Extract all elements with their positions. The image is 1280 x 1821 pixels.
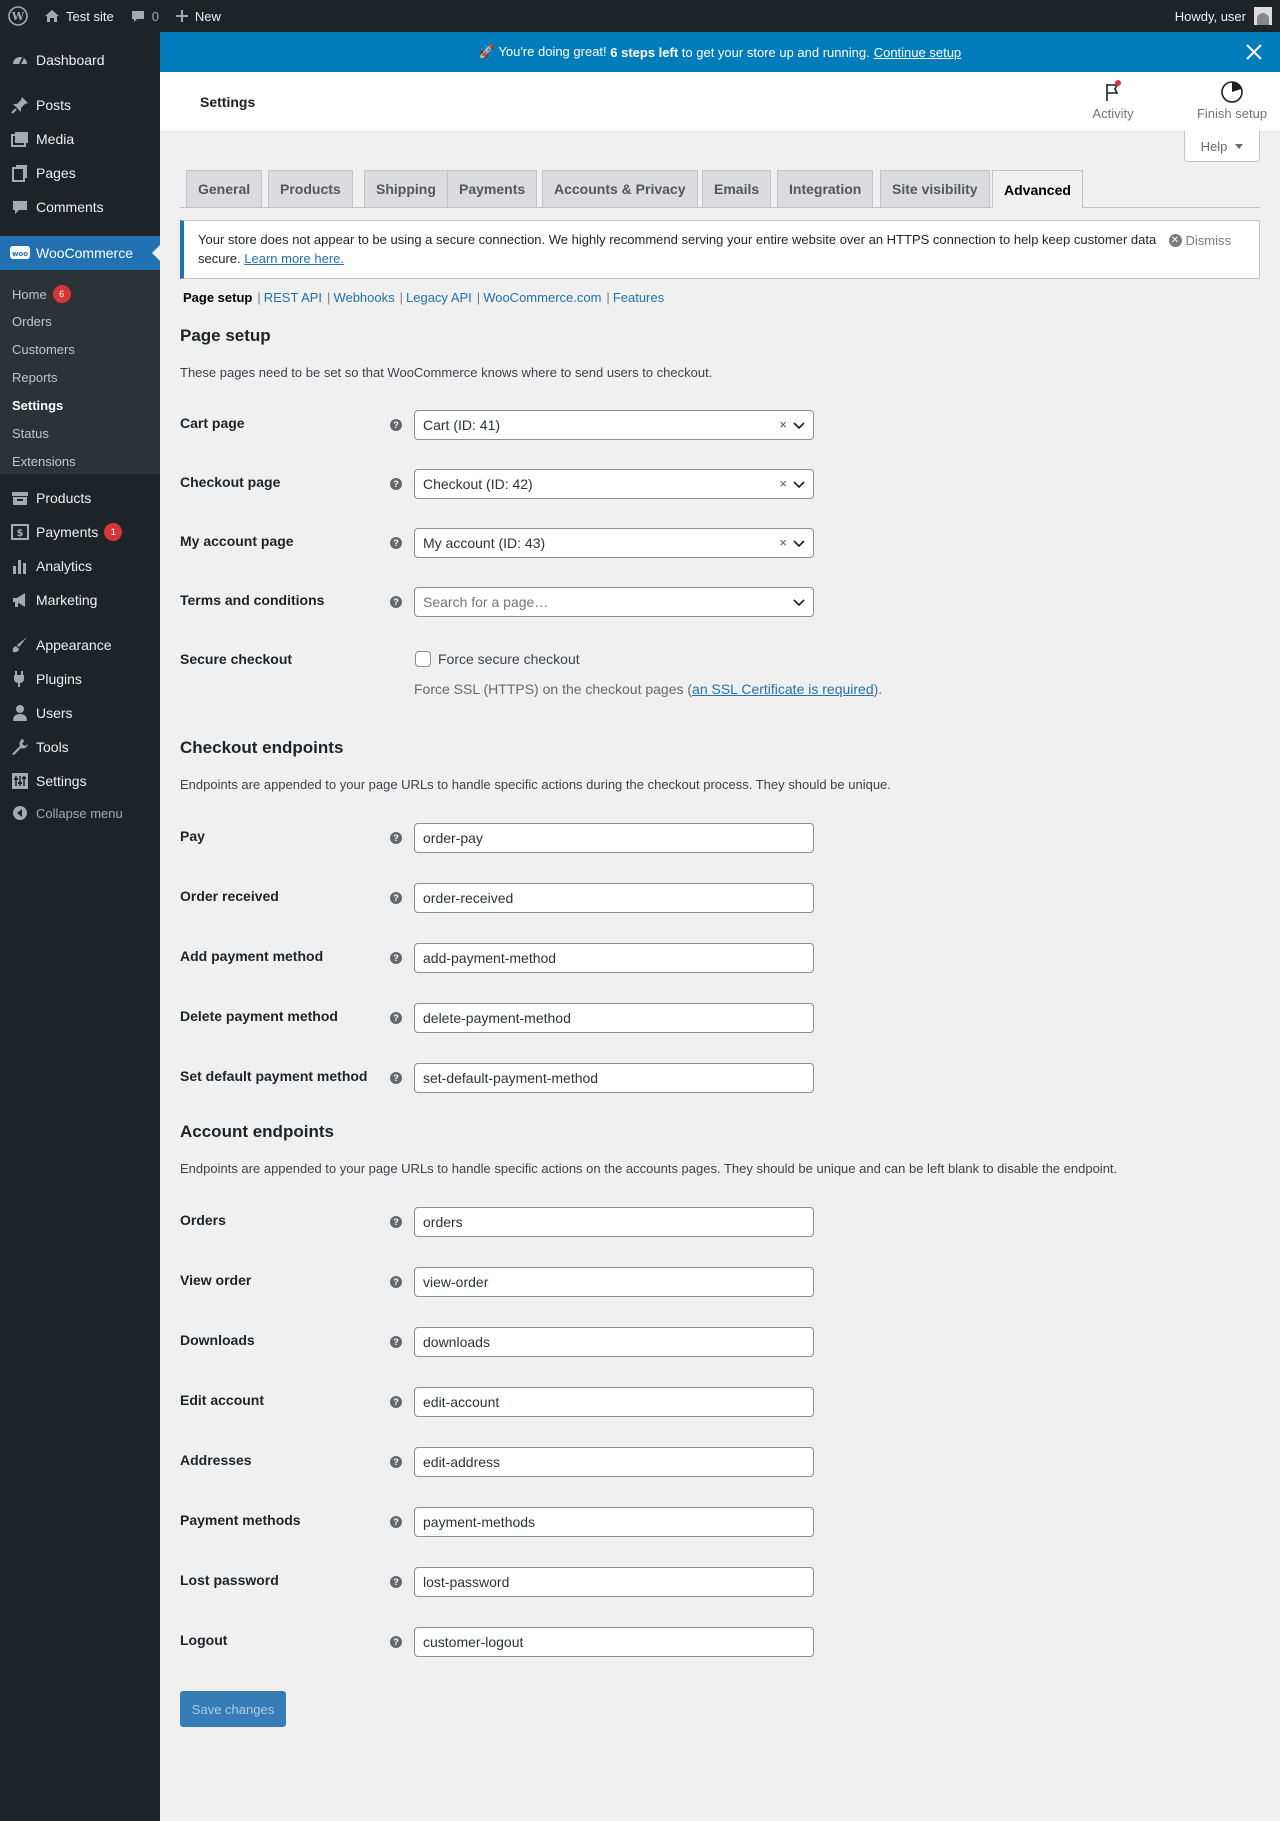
sidebar-item-label: Tools <box>36 739 69 755</box>
submenu-item-label: Settings <box>12 398 64 413</box>
new-content-button[interactable] <box>167 0 229 32</box>
orders-label: Orders <box>180 1212 226 1228</box>
user-icon <box>10 703 30 723</box>
terms-placeholder: Search for a page… <box>423 594 549 610</box>
pay-input[interactable] <box>414 823 814 853</box>
checkout-endpoints-description: Endpoints are appended to your page URLs to handle specific actions during the checkout process. They should be unique. <box>180 777 891 792</box>
banner-suffix: to get your store up and running. <box>678 44 870 60</box>
howdy-text: Howdy, user <box>1174 8 1246 24</box>
submenu-item-label: Extensions <box>12 454 76 469</box>
cart-page-value: Cart (ID: 41) <box>423 417 501 433</box>
payments-badge: 1 <box>104 523 122 541</box>
sidebar-item-label: Payments <box>36 524 99 540</box>
new-label: New <box>194 8 221 24</box>
banner-steps-left: 6 steps left <box>610 44 679 60</box>
ssl-suffix: ). <box>873 681 883 697</box>
comments-count: 0 <box>151 8 159 24</box>
pages-icon <box>10 163 30 183</box>
activity-button[interactable] <box>1073 80 1153 121</box>
ssl-certificate-link[interactable]: an SSL Certificate is required <box>692 681 874 697</box>
help-tip-icon[interactable]: ? <box>390 892 402 904</box>
comment-icon <box>130 8 146 24</box>
help-tip-icon[interactable]: ? <box>390 419 402 431</box>
tab-accounts-privacy[interactable]: Accounts & Privacy <box>542 170 698 207</box>
sidebar-item-pages[interactable] <box>0 156 160 190</box>
help-tip-icon[interactable]: ? <box>390 596 402 608</box>
finish-setup-button[interactable] <box>1192 80 1272 121</box>
woocommerce-submenu <box>0 270 160 474</box>
submenu-item-label: Status <box>12 426 49 441</box>
settings-icon <box>10 771 30 791</box>
tab-payments[interactable]: Payments <box>447 170 537 207</box>
sidebar-item-label: Dashboard <box>36 52 105 68</box>
svg-text:W: W <box>11 10 25 23</box>
submenu-item-home[interactable] <box>12 285 71 303</box>
cart-page-label: Cart page <box>180 415 245 431</box>
order-received-input[interactable] <box>414 883 814 913</box>
collapse-label: Collapse menu <box>36 805 123 821</box>
subnav-woocommerce-com[interactable]: WooCommerce.com <box>483 290 602 305</box>
secure-checkout-label: Secure checkout <box>180 651 293 667</box>
clear-icon[interactable]: × <box>779 417 787 432</box>
payment-methods-value: payment-methods <box>423 1514 536 1530</box>
subnav-webhooks[interactable]: Webhooks <box>333 290 395 305</box>
delete-payment-method-input[interactable] <box>414 1003 814 1033</box>
chevron-down-icon <box>793 478 805 490</box>
help-tip-icon[interactable]: ? <box>390 1576 402 1588</box>
help-tip-icon[interactable]: ? <box>390 1216 402 1228</box>
wordpress-logo-button[interactable] <box>0 0 36 32</box>
downloads-input[interactable] <box>414 1327 814 1357</box>
help-tip-icon[interactable]: ? <box>390 478 402 490</box>
sidebar-item-dashboard[interactable] <box>0 43 160 77</box>
force-secure-checkbox[interactable] <box>415 651 431 667</box>
tab-general[interactable]: General <box>186 170 262 207</box>
wrench-icon <box>10 737 30 757</box>
sidebar-item-label: Settings <box>36 773 87 789</box>
my-account-page-select[interactable] <box>414 528 814 558</box>
sidebar-item-label: Plugins <box>36 671 82 687</box>
tab-emails[interactable]: Emails <box>702 170 771 207</box>
page-setup-heading: Page setup <box>180 326 271 345</box>
help-tip-icon[interactable]: ? <box>390 1636 402 1648</box>
chevron-down-icon <box>793 419 805 431</box>
help-tip-icon[interactable]: ? <box>390 1336 402 1348</box>
subnav-separator: | <box>399 290 404 305</box>
terms-page-select[interactable] <box>414 587 814 617</box>
ssl-prefix: Force SSL (HTTPS) on the checkout pages ( <box>414 681 693 697</box>
addresses-value: edit-address <box>423 1454 501 1470</box>
sidebar-item-label: Posts <box>36 97 72 113</box>
submenu-item-orders[interactable] <box>12 314 52 329</box>
sidebar-item-label: Analytics <box>36 558 93 574</box>
my-account-menu[interactable] <box>1167 0 1280 32</box>
edit-account-value: edit-account <box>423 1394 500 1410</box>
comment-icon <box>10 197 30 217</box>
brush-icon <box>10 635 30 655</box>
add-payment-method-label: Add payment method <box>180 948 324 964</box>
help-tip-icon[interactable]: ? <box>390 1276 402 1288</box>
continue-setup-link[interactable]: Continue setup <box>873 44 962 60</box>
dismiss-label: Dismiss <box>1185 233 1231 248</box>
collapse-icon <box>10 803 30 823</box>
sidebar-item-label: Comments <box>36 199 104 215</box>
page-title: Settings <box>200 94 256 110</box>
sidebar-item-users[interactable] <box>0 696 160 730</box>
sidebar-item-posts[interactable] <box>0 88 160 122</box>
set-default-payment-method-input[interactable] <box>414 1063 814 1093</box>
chevron-down-icon <box>793 537 805 549</box>
dismiss-button[interactable] <box>1169 231 1232 250</box>
downloads-label: Downloads <box>180 1332 255 1348</box>
sidebar-item-products[interactable] <box>0 481 160 515</box>
megaphone-icon <box>10 590 30 610</box>
orders-value: orders <box>423 1214 463 1230</box>
close-icon[interactable] <box>1244 42 1264 62</box>
banner-prefix: 🚀 You're doing great! <box>478 44 611 59</box>
add-payment-method-input[interactable] <box>414 943 814 973</box>
sidebar-item-label: Users <box>36 705 73 721</box>
sidebar-item-marketing[interactable] <box>0 583 160 617</box>
edit-account-label: Edit account <box>180 1392 265 1408</box>
clear-icon[interactable]: × <box>779 535 787 550</box>
tab-advanced[interactable]: Advanced <box>992 170 1083 208</box>
tab-integration[interactable]: Integration <box>777 170 873 207</box>
subnav-rest-api[interactable]: REST API <box>263 290 323 305</box>
addresses-label: Addresses <box>180 1452 252 1468</box>
plug-icon <box>10 669 30 689</box>
settings-tabs <box>180 170 1260 208</box>
notice-text: Your store does not appear to be using a secure connection. We highly recommend serving your entire website over an HTTPS connection to help keep customer data secure. <box>198 232 1157 266</box>
sidebar-item-label: WooCommerce <box>36 245 133 261</box>
submenu-item-reports[interactable] <box>12 370 58 385</box>
subnav-legacy-api[interactable]: Legacy API <box>406 290 472 305</box>
help-tip-icon[interactable]: ? <box>390 537 402 549</box>
force-secure-label[interactable]: Force secure checkout <box>438 651 580 667</box>
my-account-page-label: My account page <box>180 533 294 549</box>
comments-link[interactable] <box>122 0 167 32</box>
admin-sidebar <box>0 32 160 1821</box>
flag-icon <box>1073 80 1153 106</box>
help-tip-icon[interactable]: ? <box>390 832 402 844</box>
woocommerce-header <box>160 72 1280 132</box>
sidebar-item-label: Appearance <box>36 637 112 653</box>
sidebar-item-label: Products <box>36 490 92 506</box>
downloads-value: downloads <box>423 1334 490 1350</box>
tab-shipping[interactable]: Shipping <box>364 170 448 207</box>
wordpress-icon <box>8 6 28 26</box>
sidebar-item-tools[interactable] <box>0 730 160 764</box>
finish-setup-label: Finish setup <box>1196 106 1268 121</box>
help-label: Help <box>1200 138 1228 154</box>
submenu-item-customers[interactable] <box>12 342 75 357</box>
help-button[interactable] <box>1184 131 1260 162</box>
order-received-label: Order received <box>180 888 279 904</box>
help-tip-icon[interactable]: ? <box>390 1012 402 1024</box>
logout-input[interactable] <box>414 1627 814 1657</box>
subnav-features[interactable]: Features <box>612 290 665 305</box>
sidebar-item-label: Pages <box>36 165 76 181</box>
checkout-endpoints-heading: Checkout endpoints <box>180 738 344 757</box>
tab-products[interactable]: Products <box>268 170 353 207</box>
caret-down-icon <box>1235 144 1243 149</box>
media-icon <box>10 129 30 149</box>
https-notice <box>180 220 1260 279</box>
collapse-menu-button[interactable] <box>0 796 160 830</box>
terms-label: Terms and conditions <box>180 592 325 608</box>
pay-value: order-pay <box>423 830 483 846</box>
set-default-payment-method-value: set-default-payment-method <box>423 1070 599 1086</box>
payment-methods-input[interactable] <box>414 1507 814 1537</box>
archive-icon <box>10 488 30 508</box>
help-tip-icon[interactable]: ? <box>390 1072 402 1084</box>
view-order-input[interactable] <box>414 1267 814 1297</box>
sidebar-item-woocommerce[interactable] <box>0 236 160 270</box>
home-icon <box>44 8 60 24</box>
sidebar-item-label: Media <box>36 131 75 147</box>
order-received-value: order-received <box>423 890 514 906</box>
learn-more-link[interactable]: Learn more here. <box>244 251 344 266</box>
delete-payment-method-value: delete-payment-method <box>423 1010 571 1026</box>
avatar <box>1254 7 1272 25</box>
pin-icon <box>10 95 30 115</box>
cart-page-select[interactable] <box>414 410 814 440</box>
chart-icon <box>10 556 30 576</box>
payment-methods-label: Payment methods <box>180 1512 301 1528</box>
sidebar-item-analytics[interactable] <box>0 549 160 583</box>
logout-label: Logout <box>180 1632 228 1648</box>
orders-input[interactable] <box>414 1207 814 1237</box>
account-endpoints-heading: Account endpoints <box>180 1122 334 1141</box>
woo-icon <box>10 243 30 263</box>
sidebar-item-media[interactable] <box>0 122 160 156</box>
submenu-item-label: Home <box>12 286 47 302</box>
chevron-down-icon <box>793 596 805 608</box>
sidebar-item-plugins[interactable] <box>0 662 160 696</box>
help-tip-icon[interactable]: ? <box>390 1396 402 1408</box>
page-setup-description: These pages need to be set so that WooCommerce knows where to send users to checkout. <box>180 365 713 380</box>
dashboard-icon <box>10 50 30 70</box>
dollar-icon <box>10 522 30 542</box>
sidebar-item-settings[interactable] <box>0 764 160 798</box>
dismiss-icon: ✕ <box>1169 234 1182 247</box>
sidebar-item-payments[interactable] <box>0 515 160 549</box>
my-account-page-value: My account (ID: 43) <box>423 535 546 551</box>
submenu-item-label: Customers <box>12 342 75 357</box>
set-default-payment-method-label: Set default payment method <box>180 1068 368 1084</box>
account-endpoints-description: Endpoints are appended to your page URLs to handle specific actions on the accounts pages. They should be unique and can be left blank to disable the endpoint. <box>180 1161 1118 1176</box>
add-payment-method-value: add-payment-method <box>423 950 557 966</box>
save-button[interactable]: Save changes <box>180 1691 286 1727</box>
sidebar-item-comments[interactable] <box>0 190 160 224</box>
submenu-item-extensions[interactable] <box>12 454 76 469</box>
submenu-item-label: Reports <box>12 370 58 385</box>
ssl-description <box>414 681 882 697</box>
delete-payment-method-label: Delete payment method <box>180 1008 338 1024</box>
checkout-page-label: Checkout page <box>180 474 281 490</box>
help-tip-icon[interactable]: ? <box>390 952 402 964</box>
subnav-page-setup[interactable]: Page setup <box>183 290 253 305</box>
home-badge: 6 <box>53 285 71 303</box>
edit-account-input[interactable] <box>414 1387 814 1417</box>
help-tip-icon[interactable]: ? <box>390 1456 402 1468</box>
subnav-separator: | <box>606 290 610 305</box>
site-name-text: Test site <box>66 8 114 24</box>
submenu-item-settings[interactable] <box>12 398 63 413</box>
pay-label: Pay <box>180 828 205 844</box>
clear-icon[interactable]: × <box>779 476 787 491</box>
checkout-page-select[interactable] <box>414 469 814 499</box>
tab-site-visibility[interactable]: Site visibility <box>880 170 990 207</box>
submenu-item-label: Orders <box>12 314 52 329</box>
subnav-separator: | <box>476 290 481 305</box>
lost-password-input[interactable] <box>414 1567 814 1597</box>
sidebar-item-appearance[interactable] <box>0 628 160 662</box>
lost-password-value: lost-password <box>423 1574 510 1590</box>
subnav-separator: | <box>257 290 261 305</box>
activity-label: Activity <box>1092 106 1134 121</box>
progress-circle-icon <box>1192 80 1272 106</box>
view-order-label: View order <box>180 1272 252 1288</box>
svg-text:woo: woo <box>11 250 29 258</box>
view-order-value: view-order <box>423 1274 489 1290</box>
sidebar-item-label: Marketing <box>36 592 98 608</box>
addresses-input[interactable] <box>414 1447 814 1477</box>
plus-icon <box>175 9 189 23</box>
submenu-item-status[interactable] <box>12 426 49 441</box>
site-name-link[interactable] <box>36 0 122 32</box>
subnav-separator: | <box>327 290 331 305</box>
checkout-page-value: Checkout (ID: 42) <box>423 476 533 492</box>
advanced-subnav <box>183 290 669 305</box>
svg-text:$: $ <box>16 528 24 539</box>
help-tip-icon[interactable]: ? <box>390 1516 402 1528</box>
logout-value: customer-logout <box>423 1634 524 1650</box>
setup-banner <box>160 32 1280 72</box>
lost-password-label: Lost password <box>180 1572 279 1588</box>
admin-bar <box>0 0 1280 32</box>
